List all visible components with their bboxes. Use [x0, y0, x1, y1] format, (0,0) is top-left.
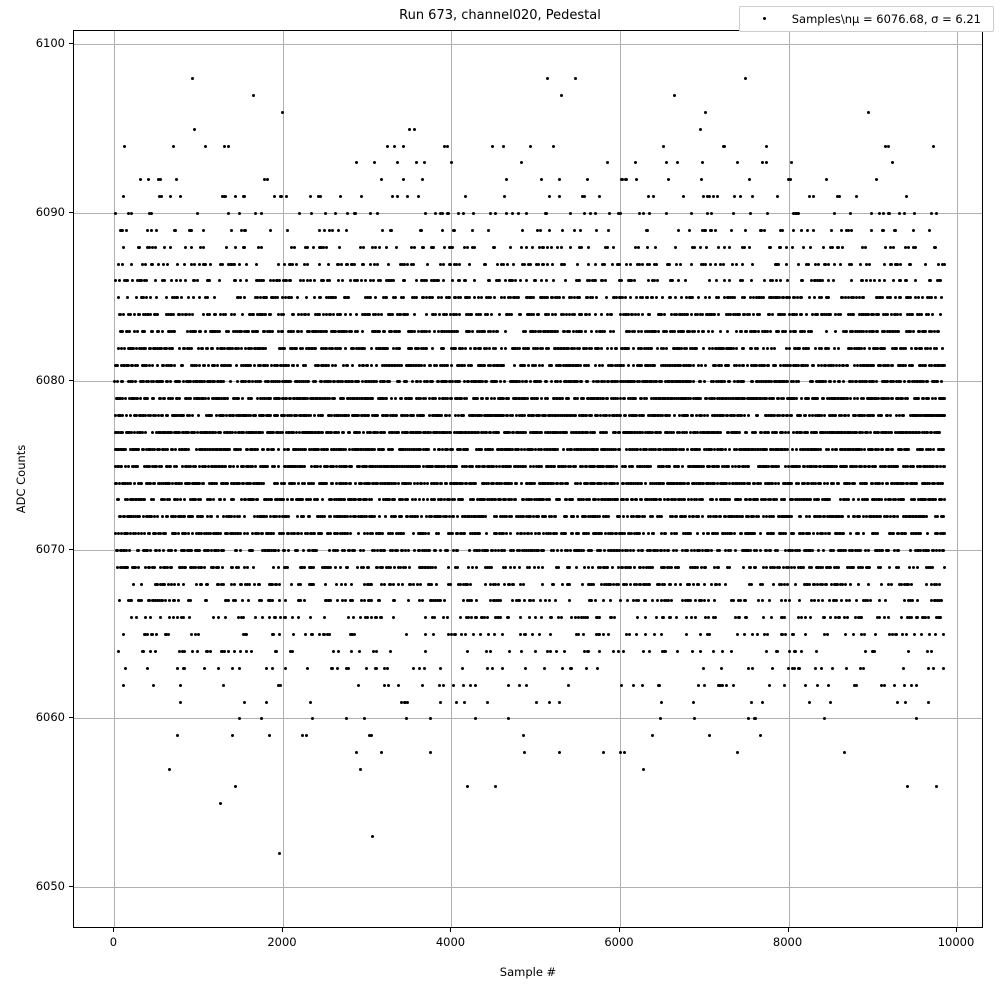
y-tick-mark	[69, 549, 73, 550]
x-tick-label: 0	[109, 935, 118, 949]
y-tick-mark	[69, 717, 73, 718]
y-tick-label: 6100	[35, 36, 65, 51]
page-title: Run 673, channel020, Pedestal	[399, 8, 601, 23]
plot-area	[73, 30, 983, 928]
y-tick-mark	[69, 886, 73, 887]
y-tick-mark	[69, 212, 73, 213]
x-tick-mark	[788, 928, 789, 932]
scatter-points	[74, 31, 982, 927]
x-tick-mark	[450, 928, 451, 932]
y-tick-mark	[69, 380, 73, 381]
x-tick-mark	[113, 928, 114, 932]
y-tick-label: 6080	[35, 373, 65, 388]
x-tick-label: 10000	[937, 935, 975, 949]
y-tick-label: 6060	[35, 710, 65, 725]
y-axis-label: ADC Counts	[14, 444, 28, 514]
y-tick-label: 6090	[35, 204, 65, 219]
x-tick-mark	[282, 928, 283, 932]
legend-marker-icon	[748, 13, 782, 25]
legend-entry-label: Samples\nμ = 6076.68, σ = 6.21	[791, 12, 981, 26]
y-tick-mark	[69, 43, 73, 44]
x-tick-label: 4000	[435, 935, 466, 949]
x-tick-label: 6000	[604, 935, 634, 949]
y-tick-label: 6070	[35, 541, 65, 556]
x-tick-mark	[619, 928, 620, 932]
x-tick-label: 8000	[772, 935, 803, 949]
y-tick-label: 6050	[35, 878, 65, 893]
x-tick-label: 2000	[267, 935, 297, 949]
x-tick-mark	[956, 928, 957, 932]
legend	[739, 6, 994, 32]
x-axis-label: Sample #	[499, 965, 557, 979]
